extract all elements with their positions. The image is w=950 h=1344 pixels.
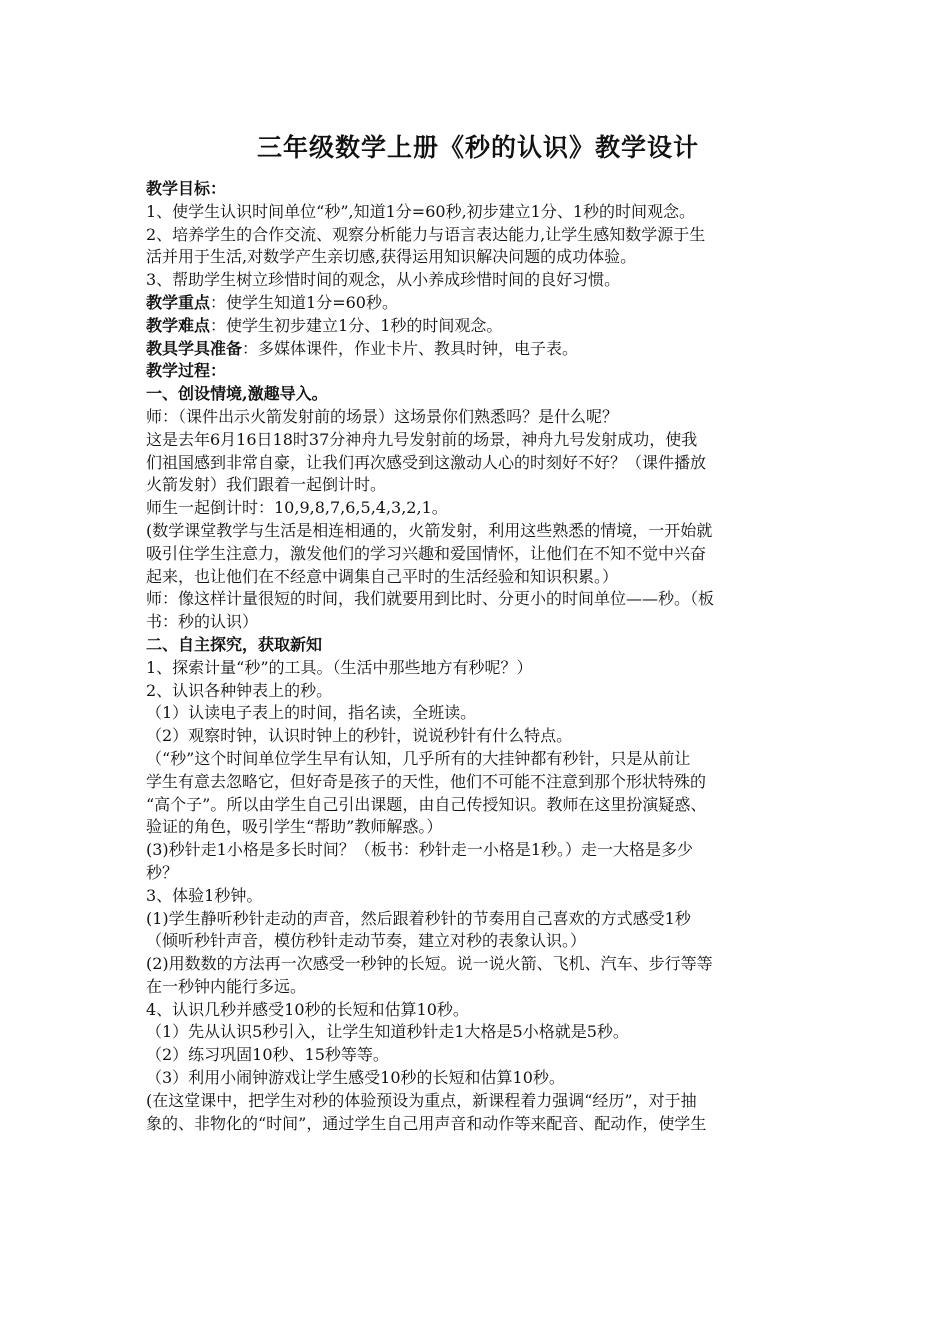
text-line: 这是去年6月16日18时37分神舟九号发射前的场景，神舟九号发射成功，使我 [146, 429, 698, 449]
document-page [146, 130, 810, 1135]
text-line: 们祖国感到非常自豪，让我们再次感受到这激动人心的时刻好不好？（课件播放 [146, 452, 707, 472]
text-line: 在一秒钟内能行多远。 [146, 976, 307, 996]
text-line: 2、认识各种钟表上的秒。 [146, 680, 333, 700]
text-line: (1)学生静听秒针走动的声音，然后跟着秒针的节奏用自己喜欢的方式感受1秒 [146, 908, 691, 928]
text-line: 1、探索计量“秒”的工具。（生活中那些地方有秒呢？） [146, 657, 533, 677]
document-body [146, 178, 810, 1135]
text-line: “高个子”。所以由学生自己引出课题，由自己传授知识。教师在这里扮演疑惑、 [146, 794, 707, 814]
text-line [146, 338, 810, 361]
document-title: 三年级数学上册《秒的认识》教学设计 [256, 133, 699, 162]
text-line: （2）练习巩固10秒、15秒等等。 [146, 1045, 389, 1065]
text-line: 师生一起倒计时：10,9,8,7,6,5,4,3,2,1。 [146, 498, 448, 518]
text-line: 教学目标： [146, 179, 227, 198]
text-line: 3、体验1秒钟。 [146, 885, 263, 905]
line-text: ：多媒体课件，作业卡片、教具时钟，电子表。 [242, 338, 579, 358]
text-line: 书：秒的认识） [146, 612, 259, 632]
text-line: 起来，也让他们在不经意中调集自己平时的生活经验和知识积累。） [146, 566, 619, 586]
text-line: 活并用于生活,对数学产生亲切感,获得运用知识解决问题的成功体验。 [146, 247, 637, 267]
text-line: (3)秒针走1小格是多长时间？（板书：秒针走一小格是1秒。）走一大格是多少 [146, 840, 694, 860]
text-line: （1）认读电子表上的时间，指名读，全班读。 [146, 703, 477, 723]
text-line: 4、认识几秒并感受10秒的长短和估算10秒。 [146, 999, 469, 1019]
text-line: (在这堂课中，把学生对秒的体验预设为重点，新课程着力强调“经历”，对于抽 [146, 1090, 697, 1110]
line-text: ：使学生初步建立1分、1秒的时间观念。 [210, 315, 503, 335]
text-line: 秒？ [146, 862, 179, 882]
text-line: 3、帮助学生树立珍惜时间的观念，从小养成珍惜时间的良好习惯。 [146, 270, 621, 290]
text-line: (2)用数数的方法再一次感受一秒钟的长短。说一说火箭、飞机、汽车、步行等等 [146, 954, 713, 974]
text-line: 吸引住学生注意力，激发他们的学习兴趣和爱国情怀，让他们在不知不觉中兴奋 [146, 543, 707, 563]
text-line: 师：像这样计量很短的时间，我们就要用到比时、分更小的时间单位——秒。（板 [146, 589, 715, 609]
text-line: 1、使学生认识时间单位“秒”,知道1分=60秒,初步建立1分、1秒的时间观念。 [146, 201, 696, 221]
text-line: （“秒”这个时间单位学生早有认知，几乎所有的大挂钟都有秒针，只是从前让 [146, 748, 691, 768]
text-line: 二、自主探究，获取新知 [146, 634, 323, 654]
section-label: 教学难点 [146, 315, 211, 335]
text-line: 2、培养学生的合作交流、观察分析能力与语言表达能力,让学生感知数学源于生 [146, 224, 706, 244]
text-line: 火箭发射）我们跟着一起倒计时。 [146, 475, 387, 495]
text-line: 验证的角色，吸引学生“帮助”教师解惑。） [146, 817, 443, 837]
text-line: 师：（课件出示火箭发射前的场景）这场景你们熟悉吗？是什么呢？ [146, 406, 619, 426]
section-label: 教具学具准备 [146, 338, 243, 358]
text-line: （倾听秒针声音，模仿秒针走动节奏，建立对秒的表象认识。） [146, 931, 587, 951]
text-line: （1）先从认识5秒引入，让学生知道秒针走1大格是5小格就是5秒。 [146, 1022, 629, 1042]
text-line: （3）利用小闹钟游戏让学生感受10秒的长短和估算10秒。 [146, 1068, 565, 1088]
text-line: 一、创设情境,激趣导入。 [146, 384, 328, 404]
line-text: ：使学生知道1分=60秒。 [210, 292, 398, 312]
text-line: （2）观察时钟，认识时钟上的秒针，说说秒针有什么特点。 [146, 726, 573, 746]
text-line: (数学课堂教学与生活是相连相通的，火箭发射，利用这些熟悉的情境，一开始就 [146, 520, 713, 540]
text-line: 教学过程： [146, 361, 227, 381]
text-line [146, 292, 810, 315]
text-line [146, 315, 810, 338]
section-label: 教学重点 [146, 292, 211, 312]
text-line: 学生有意去忽略它，但好奇是孩子的天性，他们不可能不注意到那个形状特殊的 [146, 771, 707, 791]
text-line: 象的、非物化的“时间”，通过学生自己用声音和动作等来配音、配动作，使学生 [146, 1113, 707, 1133]
